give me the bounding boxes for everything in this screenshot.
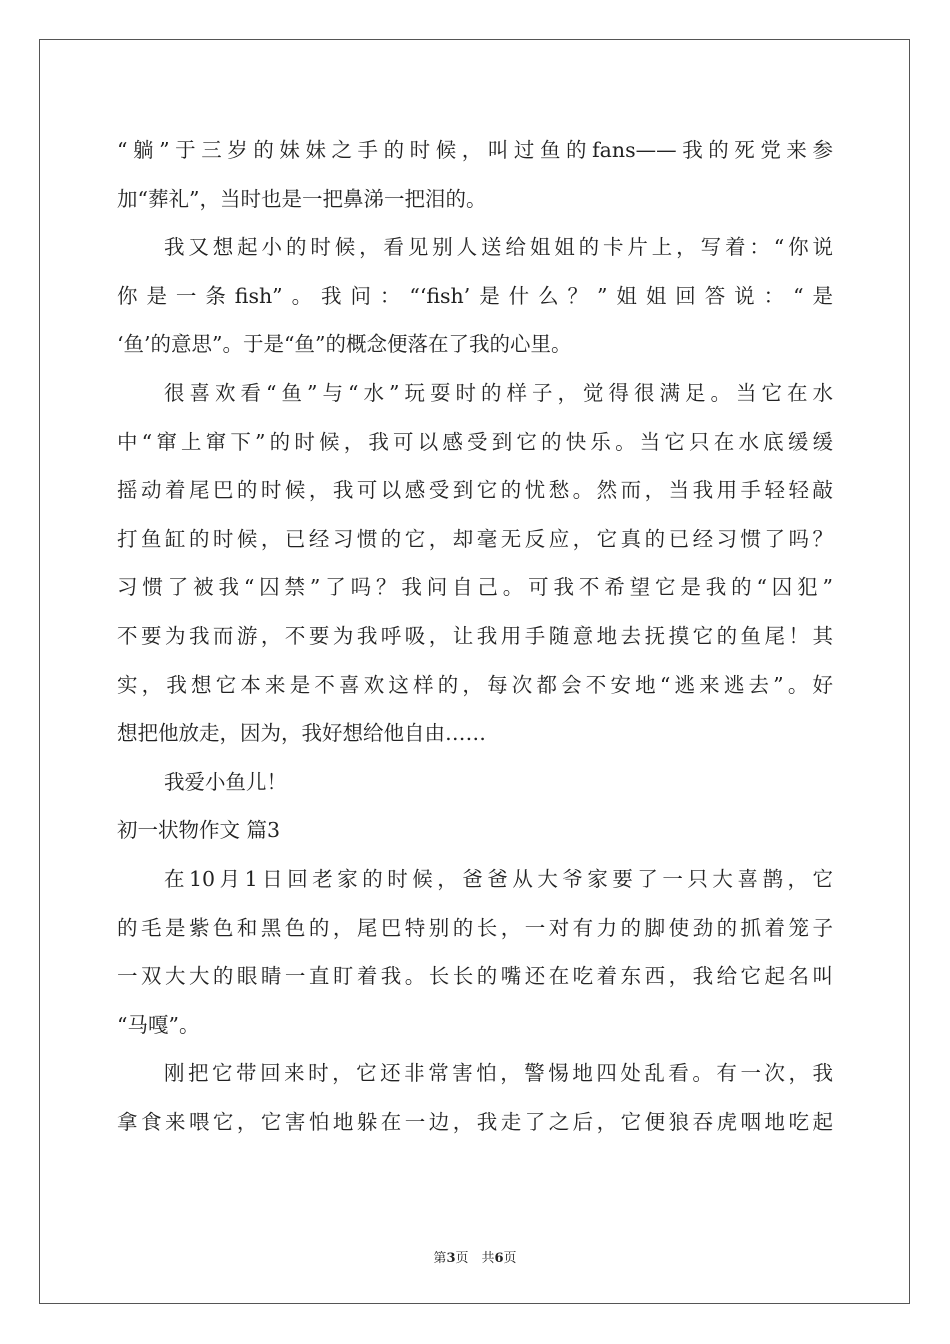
page-current: 3: [446, 1251, 456, 1266]
text-line: 实，我想它本来是不喜欢这样的，每次都会不安地“逃来逃去”。好: [117, 672, 833, 697]
text-line: “马嘎”。: [117, 1012, 200, 1037]
section-heading: 初一状物作文 篇3: [117, 818, 281, 843]
text-line: 刚把它带回来时，它还非常害怕，警惕地四处乱看。有一次，我: [164, 1061, 833, 1086]
page-prefix: 第: [433, 1251, 447, 1266]
page-suffix: 页: [503, 1251, 517, 1266]
text-line: 习惯了被我“囚禁”了吗？我问自己。可我不希望它是我的“囚犯”: [117, 575, 833, 600]
text-line: 想把他放走，因为，我好想给他自由……: [117, 721, 486, 746]
text-line: 很喜欢看“鱼”与“水”玩耍时的样子，觉得很满足。当它在水: [164, 380, 833, 405]
text-line: 摇动着尾巴的时候，我可以感受到它的忧愁。然而，当我用手轻轻敲: [117, 478, 833, 503]
text-line: 加“葬礼”，当时也是一把鼻涕一把泪的。: [117, 186, 487, 211]
document-body: [117, 126, 833, 1146]
page-total: 6: [494, 1251, 504, 1266]
text-line: ‘鱼’的意思”。于是“鱼”的概念便落在了我的心里。: [117, 332, 572, 357]
text-line: 一双大大的眼睛一直盯着我。长长的嘴还在吃着东西，我给它起名叫: [117, 964, 833, 989]
text-line: 在10月1日回老家的时候，爸爸从大爷家要了一只大喜鹊，它: [164, 866, 833, 891]
text-line: 打鱼缸的时候，已经习惯的它，却毫无反应，它真的已经习惯了吗？: [117, 526, 833, 551]
text-line: 拿食来喂它，它害怕地躲在一边，我走了之后，它便狼吞虎咽地吃起: [117, 1109, 833, 1134]
page-footer: [0, 1247, 950, 1266]
text-line: “躺”于三岁的妹妹之手的时候，叫过鱼的fans——我的死党来参: [117, 138, 833, 162]
page-mid: 页 共: [455, 1251, 495, 1266]
text-line: 我爱小鱼儿！: [164, 769, 287, 794]
text-line: 的毛是紫色和黑色的，尾巴特别的长，一对有力的脚使劲的抓着笼子: [117, 915, 833, 940]
text-line: 我又想起小的时候，看见别人送给姐姐的卡片上，写着：“你说: [164, 235, 833, 260]
text-line: 不要为我而游，不要为我呼吸，让我用手随意地去抚摸它的鱼尾！其: [117, 623, 833, 648]
text-line: 你是一条fish”。我问：“‘fish’是什么？”姐姐回答说：“是: [117, 283, 833, 308]
text-line: 中“窜上窜下”的时候，我可以感受到它的快乐。当它只在水底缓缓: [117, 429, 833, 454]
